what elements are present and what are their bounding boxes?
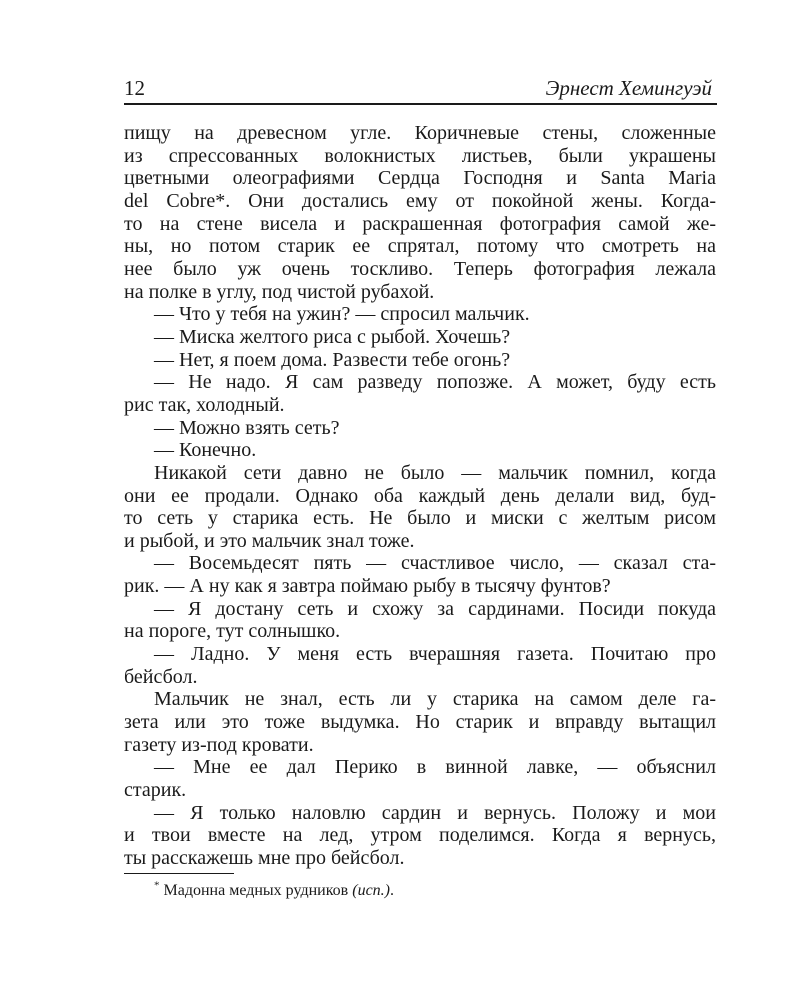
text-line: — Я достану сеть и схожу за сардинами. Посиди покуда (154, 597, 716, 620)
footnote-marker: * (154, 879, 160, 892)
body-text (124, 122, 716, 870)
text-line: из спрессованных волокнистых листьев, были украшены (124, 144, 716, 167)
text-line: то сеть у старика есть. Не было и миски с желтым рисом (124, 507, 716, 530)
text-line: нее было уж очень тоскливо. Теперь фотография лежала (124, 257, 716, 280)
footnote-text: Мадонна медных рудников (163, 882, 349, 899)
text-line: — Можно взять сеть? (154, 416, 340, 439)
footnote-gloss: (исп.) (352, 882, 390, 899)
text-line: — Конечно. (154, 439, 257, 462)
text-line: — Не надо. Я сам разведу попозже. А может, буду есть (154, 371, 716, 394)
text-line: на полке в углу, под чистой рубахой. (124, 280, 435, 303)
text-line: — Я только наловлю сардин и вернусь. Положу и мои (154, 801, 716, 824)
text-line: и рыбой, и это мальчик знал тоже. (124, 529, 415, 552)
text-line: — Что у тебя на ужин? — спросил мальчик. (154, 303, 530, 326)
text-line: Мальчик не знал, есть ли у старика на самом деле га- (154, 688, 716, 711)
running-head (124, 76, 716, 102)
text-line: бейсбол. (124, 665, 198, 688)
text-line: рис так, холодный. (124, 393, 285, 416)
text-line: они ее продали. Однако оба каждый день делали вид, буд- (124, 484, 716, 507)
text-line: зета или это тоже выдумка. Но старик и вправду вытащил (124, 711, 716, 734)
text-line: рик. — А ну как я завтра поймаю рыбу в тысячу фунтов? (124, 575, 611, 598)
text-line: старик. (124, 779, 187, 802)
text-line: — Нет, я поем дома. Развести тебе огонь? (154, 348, 511, 371)
text-line: пищу на древесном угле. Коричневые стены, сложенные (124, 122, 716, 144)
text-line: газету из-под кровати. (124, 733, 314, 756)
text-line: — Миска желтого риса с рыбой. Хочешь? (154, 325, 511, 348)
footnote-rule (124, 873, 234, 874)
header-rule (124, 103, 717, 105)
header-author: Эрнест Хемингуэй (545, 76, 712, 100)
text-line: цветными олеографиями Сердца Господня и Santa Maria (124, 167, 716, 190)
text-line: на пороге, тут солнышко. (124, 620, 341, 643)
page-number: 12 (124, 76, 145, 100)
text-line: — Восемьдесят пять — счастливое число, — сказал ста- (154, 552, 716, 575)
text-line: del Cobre*. Они достались ему от покойной жены. Когда- (124, 189, 716, 212)
text-line: — Ладно. У меня есть вчерашняя газета. Почитаю про (154, 643, 716, 666)
footnote (154, 879, 394, 900)
text-line: и твои вместе на лед, утром поделимся. Когда я вернусь, (124, 824, 716, 847)
text-line: Никакой сети давно не было — мальчик помнил, когда (154, 461, 716, 484)
text-line: ты расскажешь мне про бейсбол. (124, 847, 405, 869)
text-line: ны, но потом старик ее спрятал, потому что смотреть на (124, 235, 716, 258)
footnote-period: . (390, 882, 394, 899)
text-line: то на стене висела и раскрашенная фотография самой же- (124, 212, 716, 235)
text-line: — Мне ее дал Перико в винной лавке, — объяснил (154, 756, 716, 779)
